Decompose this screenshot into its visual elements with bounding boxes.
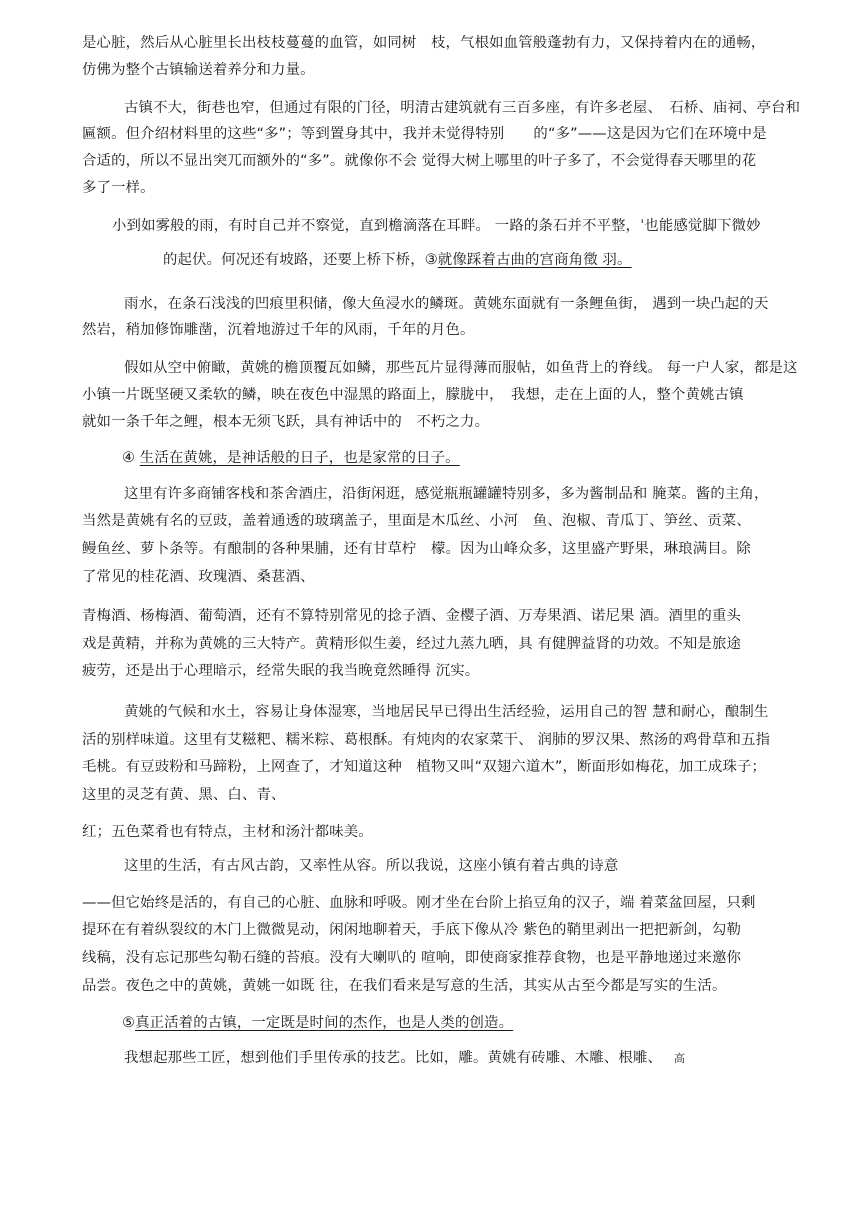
text-span-tail: 高	[674, 1052, 686, 1065]
text-line: 这里的生活，有古风古韵，又率性从容。所以我说，这座小镇有着古典的诗意	[124, 858, 619, 874]
text-line: 合适的，所以不显出突兀而额外的“多”。就像你不会 觉得大树上哪里的叶子多了，不会觉得春天哪里的花	[82, 153, 757, 169]
underlined-sentence-3: 就像踩着古曲的宫商角徵 羽。	[437, 252, 632, 268]
text-line: 小镇一片既坚硬又柔软的鳞，映在夜色中湿黑的路面上，朦胧中， 我想，走在上面的人，整个黄姚古镇	[82, 387, 744, 403]
text-line: 小到如雾般的雨，有时自己并不察觉，直到檐滴落在耳畔。 一路的条石并不平整，ˈ也能感觉脚下微妙	[112, 218, 761, 234]
text-line: 戏是黄精，并称为黄姚的三大特产。黄精形似生姜，经过九蒸九晒，具 有健脾益肾的功效。不知是旅途	[82, 636, 742, 652]
text-span: ⑤	[122, 1015, 136, 1031]
text-line	[163, 250, 632, 270]
text-span: 我想起那些工匠，想到他们手里传承的技艺。比如，雕。黄姚有砖雕、木雕、根雕、	[124, 1050, 663, 1066]
text-line: 雨水，在条石浅浅的凹痕里积储，像大鱼浸水的鳞斑。黄姚东面就有一条鲤鱼街， 遇到一块凸起的天	[124, 296, 769, 312]
text-line: 了常见的桂花酒、玫瑰酒、桑葚酒、	[82, 569, 315, 585]
text-line: ——但它始终是活的，有自己的心脏、血脉和呼吸。刚才坐在台阶上掐豆角的汉子，端 着菜盆回屋，只剩	[82, 895, 756, 911]
text-line: 这里有许多商铺客栈和茶舍酒庄，沿街闲逛，感觉瓶瓶罐罐特别多，多为酱制品和 腌菜。酱的主角，	[124, 486, 769, 502]
text-line	[122, 448, 460, 468]
text-line: 当然是黄姚有名的豆豉，盖着通透的玻璃盖子，里面是木瓜丝、小河 鱼、泡椒、青瓜丁、笋丝、贡菜、	[82, 513, 751, 529]
underlined-sentence-5: 真正活着的古镇，一定既是时间的杰作，也是人类的创造。	[135, 1015, 514, 1031]
text-line: 就如一条千年之鲤，根本无须飞跃，具有神话中的 不朽之力。	[82, 414, 490, 430]
text-line: 这里的灵芝有黄、黑、白、青、	[82, 787, 286, 803]
text-line	[124, 1048, 685, 1069]
text-line: 鳗鱼丝、萝卜条等。有酿制的各种果脯，还有甘草柠 檬。因为山峰众多，这里盛产野果，琳琅满目。除	[82, 541, 751, 557]
text-span: ④	[122, 450, 140, 466]
text-line: 黄姚的气候和水土，容易让身体湿寒，当地居民早已得出生活经验，运用自己的智 慧和耐心，酿制生	[124, 704, 769, 720]
text-line: 仿佛为整个古镇输送着养分和力量。	[82, 62, 315, 78]
text-line: 疲劳，还是出于心理暗示，经常失眠的我当晚竟然睡得 沉实。	[82, 663, 480, 679]
text-line: 是心脏，然后从心脏里长出枝枝蔓蔓的血管，如同树 枝，气根如血管般蓬勃有力，又保持着内在的通畅，	[82, 35, 766, 51]
underlined-sentence-4: 生活在黄姚，是神话般的日子，也是家常的日子。	[139, 450, 460, 466]
text-line: 多了一样。	[82, 180, 155, 196]
text-line: 匾额。但介绍材料里的这些“多”；等到置身其中，我并未觉得特别 的“多”——这是因为它们在环境中是	[82, 126, 767, 142]
text-line: 品尝。夜色之中的黄姚，黄姚一如既 往，在我们看来是写意的生活，其实从古至今都是写实的生活。	[82, 978, 727, 994]
text-line: 活的别样味道。这里有艾糍粑、糯米粽、葛根酥。有炖肉的农家菜干、 润肺的罗汉果、熬汤的鸡骨草和五指	[82, 732, 771, 748]
text-line: 线稿，没有忘记那些勾勒石缝的苔痕。没有大喇叭的 喧响，即使商家推荐食物，也是平静地递过来邀你	[82, 950, 742, 966]
text-line: 然岩，稍加修饰雕凿，沉着地游过千年的风雨，千年的月色。	[82, 322, 475, 338]
text-line: 红；五色菜肴也有特点，主材和汤汁都味美。	[82, 824, 373, 840]
text-line: 毛桃。有豆豉粉和马蹄粉，上网查了，才知道这种 植物又叫“双翅六道木”，断面形如梅花，加工成珠子；	[82, 759, 767, 775]
text-line: 假如从空中俯瞰，黄姚的檐顶覆瓦如鳞，那些瓦片显得薄而服帖，如鱼背上的脊线。 每一户人家，都是这	[124, 360, 798, 376]
text-line: 提环在有着纵裂纹的木门上微微晃动，闲闲地聊着天，手底下像从冷 紫色的鞘里剥出一把把新剑，勾勒	[82, 922, 742, 938]
text-line: 青梅酒、杨梅酒、葡萄酒，还有不算特别常见的捻子酒、金樱子酒、万寿果酒、诺尼果 酒。酒里的重头	[82, 608, 742, 624]
text-line: 古镇不大，街巷也窄，但通过有限的门径，明清古建筑就有三百多座，有许多老屋、 石桥、庙祠、亭台和	[124, 100, 801, 116]
text-line	[122, 1013, 513, 1033]
text-span: 的起伏。何况还有坡路，还要上桥下桥，③	[163, 252, 438, 268]
